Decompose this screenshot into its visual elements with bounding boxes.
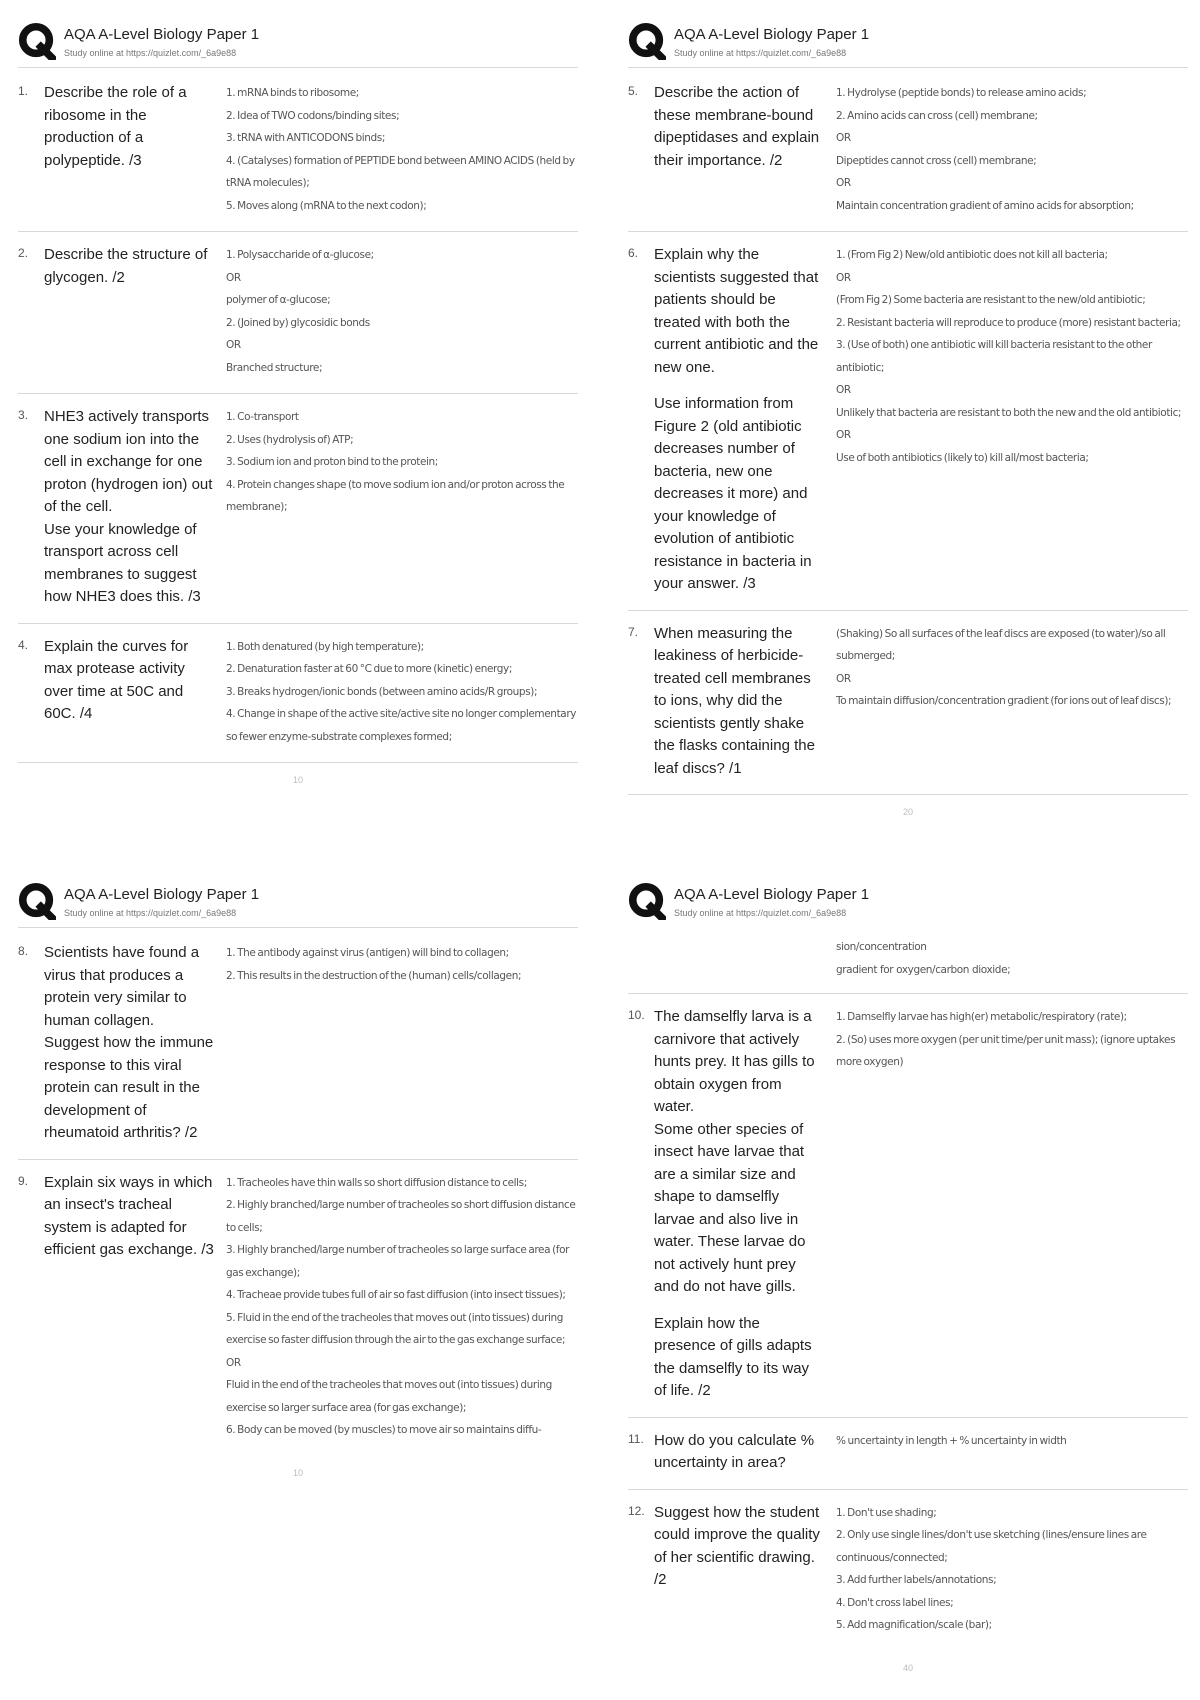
answer-line: 3. Highly branched/large number of tracheoles so large surface area (for gas exchange); <box>226 1244 570 1279</box>
answer-line: OR <box>226 1356 241 1369</box>
header-title: AQA A-Level Biology Paper 1 <box>64 886 260 903</box>
header-subtitle: Study online at https://quizlet.com/_6a9e88 <box>64 908 237 918</box>
answer-text <box>824 1006 1188 1403</box>
question-text-para: Explain how the presence of gills adapts the damselfly to its way of life. /2 <box>654 1314 812 1399</box>
answer-line: 1. Don't use shading; <box>836 1506 937 1519</box>
question-text <box>654 1430 824 1475</box>
answer-text <box>824 1430 1188 1475</box>
answer-line: 2. (So) uses more oxygen (per unit time/per unit mass); (ignore uptakes more oxygen) <box>836 1033 1176 1068</box>
answer-line: % uncertainty in length + % uncertainty in width <box>836 1434 1067 1447</box>
question-text <box>654 623 824 781</box>
question-text-para: When measuring the leakiness of herbicide-treated cell membranes to ions, why did the scientists gently shake the flasks containing the leaf discs? /1 <box>654 624 815 777</box>
answer-line: 2. Uses (hydrolysis of) ATP; <box>226 433 354 446</box>
answer-line: 2. Resistant bacteria will reproduce to produce (more) resistant bacteria; <box>836 316 1181 329</box>
answer-text <box>214 1172 578 1442</box>
question-text <box>654 1006 824 1403</box>
question-row <box>628 994 1188 1418</box>
answer-line: 1. Tracheoles have thin walls so short diffusion distance to cells; <box>226 1176 527 1189</box>
question-row <box>628 611 1188 796</box>
header-title: AQA A-Level Biology Paper 1 <box>64 26 260 43</box>
header-title: AQA A-Level Biology Paper 1 <box>674 886 870 903</box>
question-row <box>18 624 578 764</box>
question-text <box>654 244 824 596</box>
answer-line: 3. (Use of both) one antibiotic will kill bacteria resistant to the other antibiotic; <box>836 339 1152 374</box>
question-text-para: Explain six ways in which an insect's tracheal system is adapted for efficient gas exchange. /3 <box>44 1173 214 1258</box>
answer-line: 4. Don't cross label lines; <box>836 1596 954 1609</box>
answer-line: (From Fig 2) Some bacteria are resistant to the new/old antibiotic; <box>836 294 1146 306</box>
question-row <box>628 70 1188 232</box>
question-row <box>18 394 578 624</box>
answer-line: 3. Breaks hydrogen/ionic bonds (between amino acids/R groups); <box>226 685 538 698</box>
question-text-para: Describe the structure of glycogen. /2 <box>44 246 208 286</box>
page-1 <box>18 20 578 785</box>
question-row <box>18 930 578 1160</box>
question-text-para: Explain why the scientists suggested that patients should be treated with both the current antibiotic and the new one. <box>654 246 819 376</box>
answer-line: 3. Sodium ion and proton bind to the protein; <box>226 456 438 468</box>
question-number: 3. <box>18 408 29 422</box>
header-subtitle: Study online at https://quizlet.com/_6a9e88 <box>674 48 847 58</box>
question-number: 4. <box>18 637 29 652</box>
answer-line: 3. Add further labels/annotations; <box>836 1574 997 1586</box>
answer-continuation <box>628 930 1188 994</box>
page-header <box>628 20 1188 70</box>
answer-line: 2. Only use single lines/don't use sketching (lines/ensure lines are continuous/connected; <box>836 1529 1147 1564</box>
answer-line: 2. Idea of TWO codons/binding sites; <box>226 109 400 122</box>
header-title: AQA A-Level Biology Paper 1 <box>674 26 870 43</box>
question-text <box>44 636 214 749</box>
question-text-para: NHE3 actively transports one sodium ion into the cell in exchange for one proton (hydrogen ion) out of the cell. <box>44 408 213 515</box>
answer-text <box>214 244 578 379</box>
answer-line: 2. Amino acids can cross (cell) membrane; <box>836 109 1038 122</box>
answer-line: 3. tRNA with ANTICODONS binds; <box>226 132 386 144</box>
quizlet-logo-icon <box>18 882 56 920</box>
answer-line: To maintain diffusion/concentration gradient (for ions out of leaf discs); <box>836 695 1172 707</box>
header-subtitle: Study online at https://quizlet.com/_6a9e88 <box>674 908 847 918</box>
question-text-para: How do you calculate % uncertainty in area? <box>654 1431 815 1471</box>
question-text-para: Use information from Figure 2 (old antibiotic decreases number of bacteria, new one decreases it more) and your knowledge of evolution of antibiotic resistance in bacteria in your answer. /3 <box>654 395 812 592</box>
answer-line: 5. Add magnification/scale (bar); <box>836 1619 992 1631</box>
page-number: 10 <box>292 775 303 785</box>
quizlet-logo-icon <box>628 22 666 60</box>
question-text-para: Explain the curves for max protease activity over time at 50C and 60C. /4 <box>44 637 189 722</box>
question-row <box>628 232 1188 611</box>
question-text <box>44 942 214 1145</box>
question-number: 1. <box>18 84 29 98</box>
answer-line: 1. Hydrolyse (peptide bonds) to release amino acids; <box>836 87 1087 99</box>
answer-line: OR <box>836 177 851 189</box>
question-text-para: The damselfly larva is a carnivore that actively hunts prey. It has gills to obtain oxygen from water. <box>654 1008 815 1115</box>
question-text <box>44 244 214 379</box>
page-number: 20 <box>902 807 913 817</box>
answer-line: gradient for oxygen/carbon dioxide; <box>836 963 1011 976</box>
answer-line: OR <box>226 339 241 351</box>
page-number: 40 <box>902 1662 913 1673</box>
quizlet-logo-icon <box>18 22 56 60</box>
answer-line: 1. Polysaccharide of α-glucose; <box>226 249 374 261</box>
answer-line: OR <box>836 384 851 396</box>
answer-text <box>214 406 578 609</box>
question-text <box>44 1172 214 1442</box>
answer-text <box>214 636 578 749</box>
answer-line: 4. Tracheae provide tubes full of air so fast diffusion (into insect tissues); <box>226 1289 566 1301</box>
question-text-para: Describe the role of a ribosome in the production of a polypeptide. /3 <box>44 84 187 169</box>
question-number: 5. <box>628 84 639 98</box>
answer-text <box>824 1502 1188 1637</box>
question-text <box>654 1502 824 1637</box>
answer-text <box>824 623 1188 781</box>
answer-line: OR <box>226 271 241 284</box>
question-text-para: Some other species of insect have larvae that are a similar size and shape to damselfly larvae and also live in water. These larvae do not actively hunt prey and do not have gills. <box>654 1120 806 1295</box>
answer-line: 4. Protein changes shape (to move sodium ion and/or proton across the membrane); <box>226 478 565 513</box>
question-text-para: Use your knowledge of transport across cell membranes to suggest how NHE3 does this. /3 <box>44 520 201 605</box>
header-subtitle: Study online at https://quizlet.com/_6a9e88 <box>64 48 237 58</box>
answer-line: OR <box>836 271 851 284</box>
question-text-para: Suggest how the immune response to this viral protein can result in the development of rheumatoid arthritis? /2 <box>44 1034 214 1141</box>
page-3 <box>18 880 578 1478</box>
question-number: 9. <box>18 1173 29 1188</box>
question-text <box>44 82 214 217</box>
answer-text <box>824 244 1188 596</box>
answer-line: 5. Moves along (mRNA to the next codon); <box>226 199 427 212</box>
answer-line: 1. Co-transport <box>226 411 299 423</box>
question-text <box>654 82 824 217</box>
quizlet-logo-icon <box>628 882 666 920</box>
answer-line: OR <box>836 672 851 685</box>
answer-line: 6. Body can be moved (by muscles) to move air so maintains diffu- <box>226 1424 542 1436</box>
question-row <box>18 1160 578 1456</box>
question-number: 11. <box>628 1431 644 1446</box>
answer-line: Unlikely that bacteria are resistant to both the new and the old antibiotic; <box>836 406 1182 419</box>
question-text <box>44 406 214 609</box>
question-number: 6. <box>628 246 639 260</box>
question-number: 8. <box>18 944 29 958</box>
question-row <box>18 232 578 394</box>
page-header <box>18 20 578 70</box>
page-4 <box>628 880 1188 1673</box>
question-row <box>628 1418 1188 1490</box>
answer-line: 5. Fluid in the end of the tracheoles that moves out (into tissues) during exercise so faster diffusion through the air to the gas exchange surface; <box>226 1311 566 1346</box>
answer-line: Branched structure; <box>226 361 323 374</box>
question-row <box>18 70 578 232</box>
answer-line: OR <box>836 132 851 144</box>
answer-line: 2. Denaturation faster at 60 °C due to more (kinetic) energy; <box>226 663 513 675</box>
answer-line: 4. (Catalyses) formation of PEPTIDE bond between AMINO ACIDS (held by tRNA molecules); <box>226 154 575 189</box>
answer-line: 2. Highly branched/large number of tracheoles so short diffusion distance to cells; <box>226 1199 576 1234</box>
answer-line: 2. This results in the destruction of the (human) cells/collagen; <box>226 969 522 982</box>
question-text-para: Suggest how the student could improve the quality of her scientific drawing. /2 <box>654 1503 820 1588</box>
answer-line: 1. Damselfly larvae has high(er) metabolic/respiratory (rate); <box>836 1011 1127 1023</box>
question-number: 10. <box>628 1008 645 1022</box>
answer-line: polymer of α-glucose; <box>226 294 331 306</box>
answer-line: 2. (Joined by) glycosidic bonds <box>226 316 370 329</box>
page-number: 10 <box>292 1467 303 1478</box>
answer-line: 1. (From Fig 2) New/old antibiotic does not kill all bacteria; <box>836 249 1108 261</box>
answer-line: 1. The antibody against virus (antigen) will bind to collagen; <box>226 947 509 959</box>
question-row <box>628 1490 1188 1651</box>
answer-line: (Shaking) So all surfaces of the leaf discs are exposed (to water)/so all submerged; <box>836 627 1166 662</box>
answer-text <box>824 82 1188 217</box>
answer-line: 4. Change in shape of the active site/active site no longer complementary so fewer enzyme-substrate complexes formed; <box>226 708 577 743</box>
answer-line: OR <box>836 429 851 441</box>
question-text-para: Scientists have found a virus that produces a protein very similar to human collagen. <box>44 944 200 1029</box>
question-number: 12. <box>628 1503 645 1518</box>
answer-line: sion/concentration <box>836 941 927 953</box>
question-number: 7. <box>628 624 639 639</box>
answer-line: Dipeptides cannot cross (cell) membrane; <box>836 154 1037 167</box>
answer-line: 1. Both denatured (by high temperature); <box>226 640 424 653</box>
page-2 <box>628 20 1188 817</box>
page-header <box>628 880 1188 930</box>
answer-line: Use of both antibiotics (likely to) kill all/most bacteria; <box>836 451 1089 464</box>
page-header <box>18 880 578 930</box>
answer-line: Fluid in the end of the tracheoles that moves out (into tissues) during exercise so larger surface area (for gas exchange); <box>226 1379 552 1414</box>
question-text-para: Describe the action of these membrane-bound dipeptidases and explain their importance. /2 <box>654 84 820 169</box>
answer-text <box>214 942 578 1145</box>
question-number: 2. <box>18 246 29 260</box>
answer-line: Maintain concentration gradient of amino acids for absorption; <box>836 199 1134 212</box>
answer-line: 1. mRNA binds to ribosome; <box>226 87 359 99</box>
answer-text <box>214 82 578 217</box>
